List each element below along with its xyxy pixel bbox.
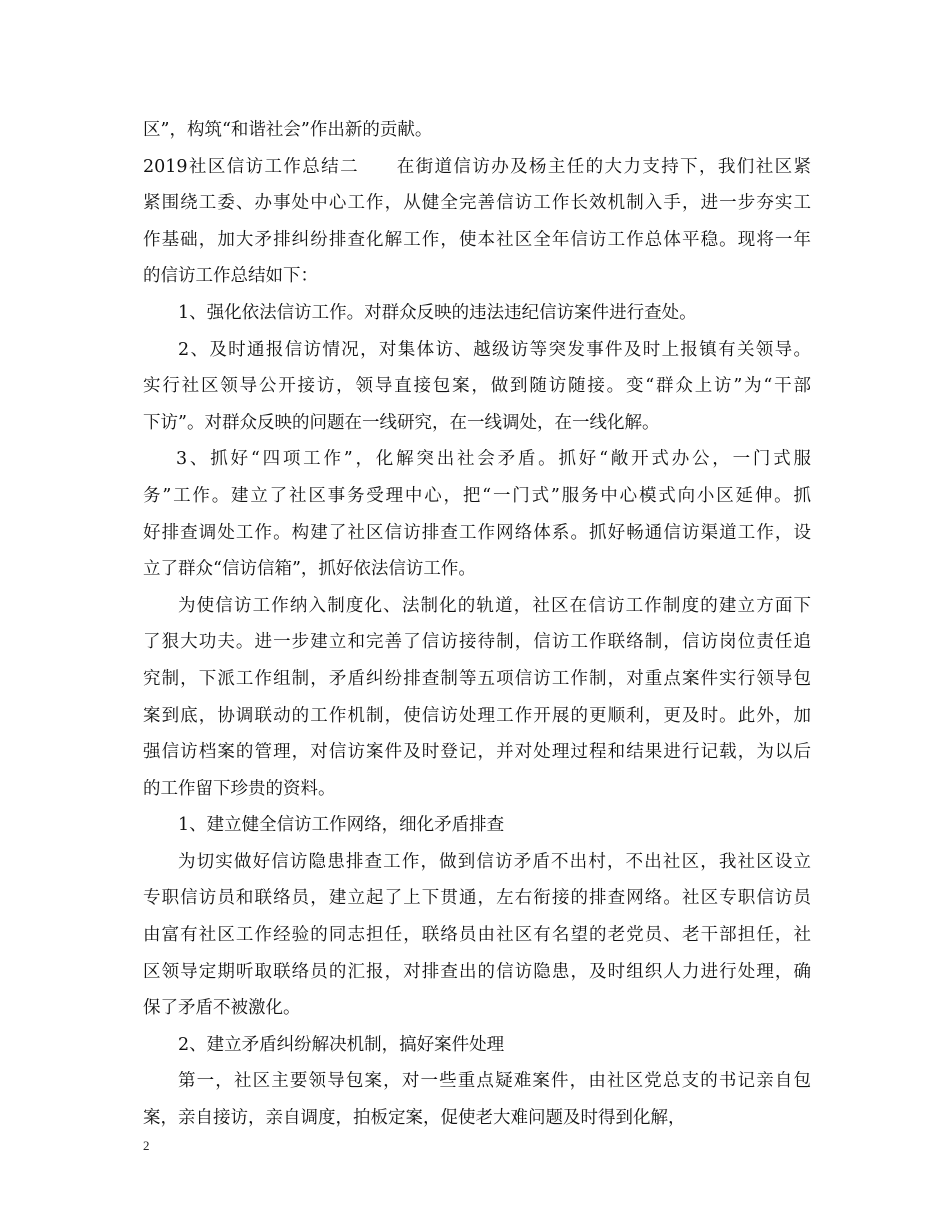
text-line: 区领导定期听取联络员的汇报，对排查出的信访隐患，及时组织人力进行处理，确 [143,961,811,982]
text-line: 了狠大功夫。进一步建立和完善了信访接待制，信访工作联络制，信访岗位责任追 [143,632,811,653]
text-line: 2、及时通报信访情况，对集体访、越级访等突发事件及时上报镇有关领导。 [178,339,811,360]
text-line: 下访”。对群众反映的问题在一线研究，在一线调处，在一线化解。 [143,412,660,433]
text-line: 紧围绕工委、办事处中心工作，从健全完善信访工作长效机制入手，进一步夯实工 [143,193,811,214]
text-line: 区”，构筑“和谐社会”作出新的贡献。 [143,120,433,140]
text-line: 强信访档案的管理，对信访案件及时登记，并对处理过程和结果进行记载，为以后 [143,742,811,763]
text-line: 为使信访工作纳入制度化、法制化的轨道，社区在信访工作制度的建立方面下 [178,595,811,616]
text-line: 实行社区领导公开接访，领导直接包案，做到随访随接。变“群众上访”为“干部 [143,376,811,397]
section-heading: 1、建立健全信访工作网络，细化矛盾排查 [178,815,505,836]
text-line: 为切实做好信访隐患排查工作，做到信访矛盾不出村，不出社区，我社区设立 [178,851,811,872]
text-line: 2019社区信访工作总结二 在街道信访办及杨主任的大力支持下，我们社区紧 [143,156,811,177]
document-body [143,112,811,1137]
text-line: 立了群众“信访信箱”，抓好依法信访工作。 [143,559,476,580]
text-line: 第一，社区主要领导包案，对一些重点疑难案件，由社区党总支的书记亲自包 [178,1071,811,1092]
text-line: 保了矛盾不被激化。 [143,998,301,1019]
text-line: 务”工作。建立了社区事务受理中心，把“一门式”服务中心模式向小区延伸。抓 [143,485,811,506]
text-line: 由富有社区工作经验的同志担任，联络员由社区有名望的老党员、老干部担任，社 [143,925,811,946]
text-line: 3、抓好“四项工作”，化解突出社会矛盾。抓好“敞开式办公，一门式服 [176,449,811,470]
page-number: 2 [143,1138,150,1153]
text-line: 专职信访员和联络员，建立起了上下贯通，左右衔接的排查网络。社区专职信访员 [143,888,811,909]
text-line: 1、强化依法信访工作。对群众反映的违法违纪信访案件进行查处。 [178,302,697,323]
text-line: 作基础，加大矛排纠纷排查化解工作，使本社区全年信访工作总体平稳。现将一年 [143,229,811,250]
text-line: 究制，下派工作组制，矛盾纠纷排查制等五项信访工作制，对重点案件实行领导包 [143,668,811,689]
text-line: 案，亲自接访，亲自调度，拍板定案，促使老大难问题及时得到化解， [143,1108,686,1129]
text-line: 好排查调处工作。构建了社区信访排查工作网络体系。抓好畅通信访渠道工作，设 [143,522,811,543]
text-line: 案到底，协调联动的工作机制，使信访处理工作开展的更顺利，更及时。此外，加 [143,705,811,726]
section-heading: 2、建立矛盾纠纷解决机制，搞好案件处理 [178,1034,505,1055]
text-line: 的工作留下珍贵的资料。 [143,778,336,799]
text-line: 的信访工作总结如下： [143,266,318,287]
